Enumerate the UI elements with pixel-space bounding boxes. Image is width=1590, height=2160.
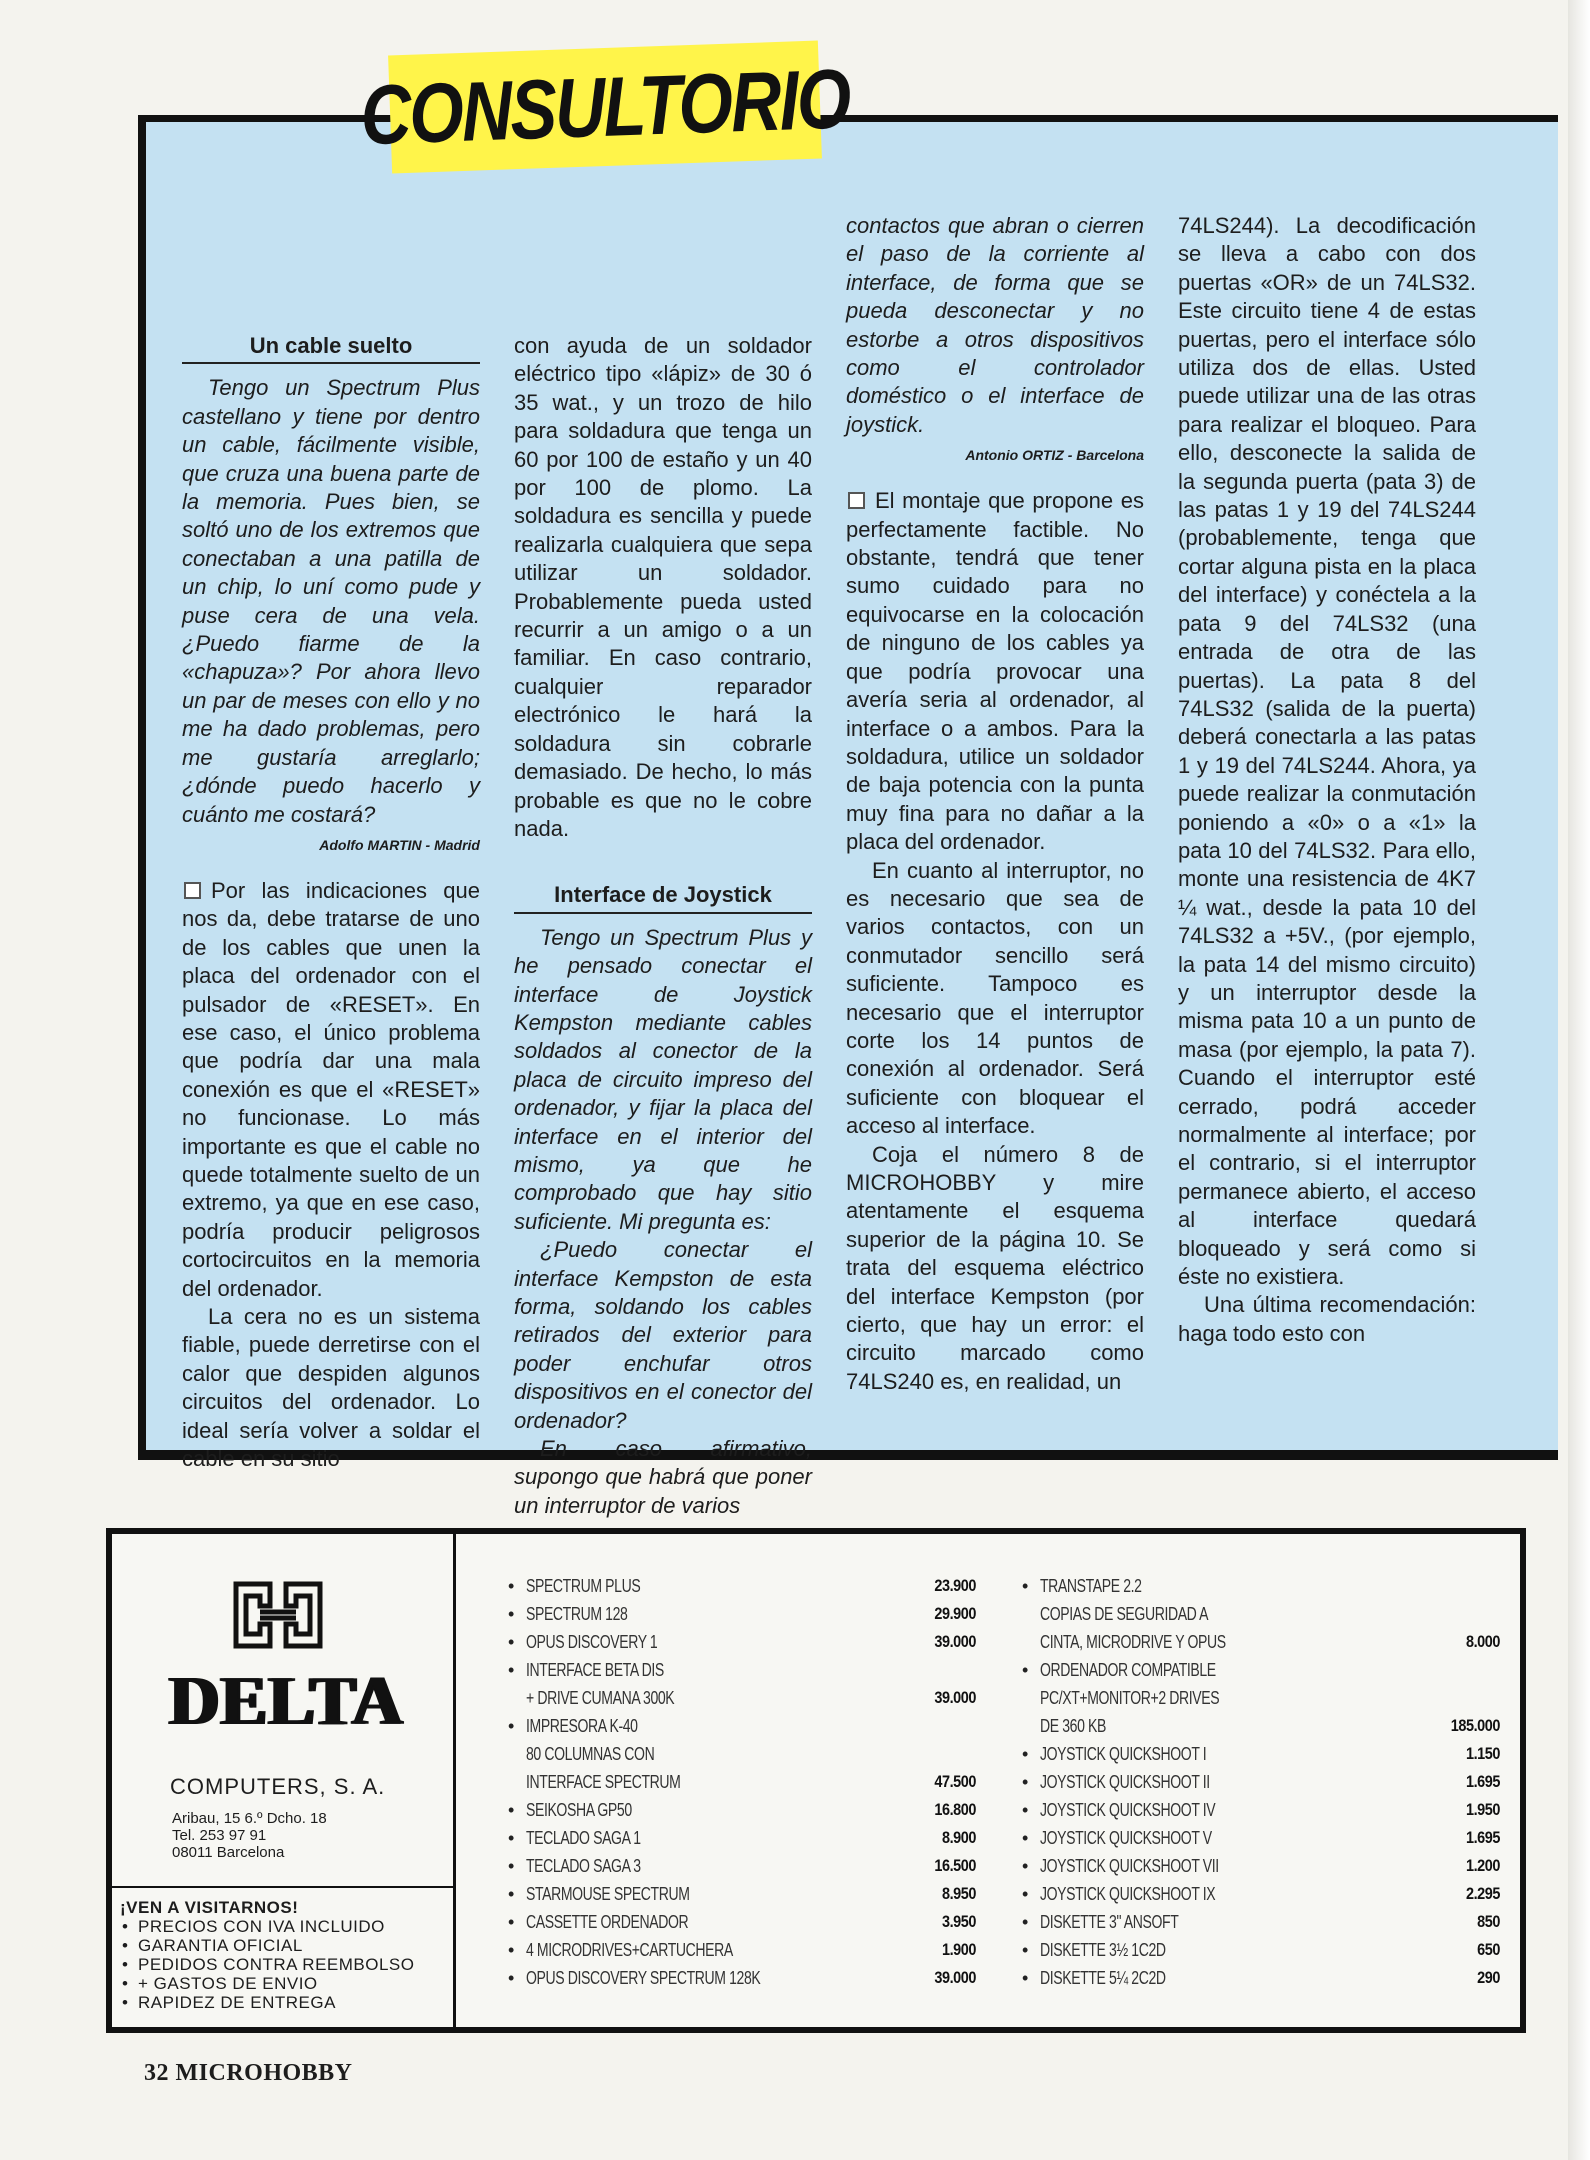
letter1-answer-1 [182, 877, 480, 1303]
letter2-question-4: contactos que abran o cierren el paso de la corriente al interface, de forma que se pueda desconectar y no estorbe a otros dispositivos como el controlador doméstico o el interface de joystick. [846, 213, 1144, 437]
letter2-question-2: ¿Puedo conectar el interface Kempston de esta forma, soldando los cables retirados del exterior para poder enchufar otros dispositivos en el conector del ordenador? [514, 1237, 812, 1433]
product-name: • JOYSTICK QUICKSHOOT IX [1040, 1884, 1216, 1904]
product-price: 8.000 [1465, 1632, 1500, 1651]
product-item [506, 1628, 1026, 1656]
letter1-answer-2: La cera no es un sistema fiable, puede derretirse con el calor que despiden algunos circuitos del ordenador. Lo ideal sería volver a soldar el cable en su sitio [182, 1304, 480, 1472]
product-price: 39.000 [934, 1968, 976, 1987]
perk-item: • GARANTIA OFICIAL [120, 1936, 415, 1955]
product-price: 29.900 [934, 1604, 976, 1623]
product-name: • 4 MICRODRIVES+CARTUCHERA [526, 1940, 733, 1960]
letter1-answer-3: con ayuda de un soldador eléctrico tipo «lápiz» de 30 ó 35 wat., y un trozo de hilo para soldadura que tenga un 60 por 100 de estaño y un 40 por 100 de plomo. La soldadura es sencilla y puede realizarla cualquiera que sepa utilizar un soldador. Probablemente pueda usted recurrir a un amigo o a un familiar. En caso contrario, cualquier reparador electrónico le hará la soldadura sin cobrarle demasiado. De hecho, lo más probable es que no le cobre nada. [514, 333, 812, 841]
product-price: 47.500 [934, 1772, 976, 1791]
product-name: • JOYSTICK QUICKSHOOT I [1040, 1744, 1207, 1764]
product-item [506, 1684, 1026, 1712]
company-name: COMPUTERS, S. A. [170, 1774, 386, 1799]
product-item [506, 1796, 1026, 1824]
product-price: 8.950 [941, 1884, 976, 1903]
product-item [506, 1880, 1026, 1908]
letter2-signature: Antonio ORTIZ - Barcelona [965, 447, 1144, 464]
product-name: • TECLADO SAGA 3 [526, 1856, 641, 1876]
product-name: • JOYSTICK QUICKSHOOT IV [1040, 1800, 1216, 1820]
product-item [506, 1852, 1026, 1880]
product-price: 1.150 [1465, 1744, 1500, 1763]
product-name: • OPUS DISCOVERY SPECTRUM 128K [526, 1968, 761, 1988]
letter2-question-3: En caso afirmativo, supongo que habrá que poner un interruptor de varios [514, 1436, 812, 1518]
delta-logo-icon [230, 1576, 326, 1654]
product-price: 650 [1477, 1940, 1500, 1959]
city-line: 08011 Barcelona [172, 1844, 285, 1861]
section-title: CONSULTORIO [359, 51, 851, 163]
product-name: • STARMOUSE SPECTRUM [526, 1884, 690, 1904]
section-title-banner [359, 41, 851, 174]
product-price: 2.295 [1465, 1884, 1500, 1903]
magazine-name: MICROHOBBY [175, 2060, 353, 2086]
product-name: • SEIKOSHA GP50 [526, 1800, 632, 1820]
divider [112, 1886, 453, 1888]
perks-list [120, 1898, 415, 2012]
product-item [506, 1740, 1026, 1768]
column-1 [182, 332, 480, 1473]
page-number: 32 [144, 2060, 169, 2086]
product-item [1020, 1908, 1520, 1936]
perk-item: • PEDIDOS CONTRA REEMBOLSO [120, 1955, 415, 1974]
page-edge [1568, 0, 1590, 2160]
product-price: 185.000 [1450, 1716, 1500, 1735]
delta-advertisement [106, 1528, 1526, 2033]
product-name: • JOYSTICK QUICKSHOOT VII [1040, 1856, 1219, 1876]
product-name: • CASSETTE ORDENADOR [526, 1912, 689, 1932]
product-price: 3.950 [941, 1912, 976, 1931]
product-item [506, 1824, 1026, 1852]
product-item [1020, 1628, 1520, 1656]
product-price: 39.000 [934, 1688, 976, 1707]
product-price: 1.695 [1465, 1828, 1500, 1847]
column-3 [846, 212, 1144, 1396]
product-item [1020, 1684, 1520, 1712]
product-name: • JOYSTICK QUICKSHOOT II [1040, 1772, 1210, 1792]
letter1-question: Tengo un Spectrum Plus castellano y tiene por dentro un cable, fácilmente visible, que cruza una buena parte de la memoria. Pues bien, se soltó uno de los extremos que conectaban a una patilla de un chip, lo uní como pude y puse cera de una vela. ¿Puedo fiarme de la «chapuza»? Por ahora llevo un par de meses con ello y no me ha dado problemas, pero me gustaría arreglarlo; ¿dónde puedo hacerlo y cuánto me costará? [182, 375, 480, 827]
product-name: CINTA, MICRODRIVE Y OPUS [1040, 1632, 1226, 1652]
letter2-answer-2: En cuanto al interruptor, no es necesario que sea de varios contactos, con un conmutador sencillo será suficiente. Tampoco es necesario que el interruptor corte los 14 puntos de conexión al ordenador. Será suficiente con bloquear el acceso al interface. [846, 857, 1144, 1139]
product-name: • DISKETTE 3" ANSOFT [1040, 1912, 1179, 1932]
product-item [1020, 1796, 1520, 1824]
product-price: 1.695 [1465, 1772, 1500, 1791]
product-item [1020, 1712, 1520, 1740]
product-list-right [1020, 1572, 1520, 1992]
product-item [1020, 1852, 1520, 1880]
perk-item: • PRECIOS CON IVA INCLUIDO [120, 1917, 415, 1936]
column-2 [514, 332, 812, 1520]
product-name: • DISKETTE 3½ 1C2D [1040, 1940, 1166, 1960]
letter2-heading: Interface de Joystick [514, 881, 812, 913]
product-name: • TRANSTAPE 2.2 [1040, 1576, 1142, 1596]
perk-item: • + GASTOS DE ENVIO [120, 1974, 415, 1993]
perk-item: • RAPIDEZ DE ENTREGA [120, 1993, 415, 2012]
product-item [1020, 1768, 1520, 1796]
product-name: 80 COLUMNAS CON [526, 1744, 655, 1764]
product-name: PC/XT+MONITOR+2 DRIVES [1040, 1688, 1220, 1708]
product-item [1020, 1880, 1520, 1908]
page-footer [144, 2060, 353, 2087]
product-name: • SPECTRUM 128 [526, 1604, 628, 1624]
product-item [1020, 1936, 1520, 1964]
company-address [172, 1810, 327, 1861]
phone-line: Tel. 253 97 91 [172, 1827, 267, 1844]
product-price: 1.200 [1465, 1856, 1500, 1875]
product-item [506, 1936, 1026, 1964]
product-name: + DRIVE CUMANA 300K [526, 1688, 675, 1708]
answer-box-icon [848, 492, 865, 509]
product-item [1020, 1600, 1520, 1628]
product-price: 1.950 [1465, 1800, 1500, 1819]
letter2-answer-1 [846, 487, 1144, 856]
product-price: 290 [1477, 1968, 1500, 1987]
product-name: • SPECTRUM PLUS [526, 1576, 641, 1596]
product-name: • TECLADO SAGA 1 [526, 1828, 641, 1848]
product-name: • INTERFACE BETA DIS [526, 1660, 664, 1680]
product-price: 16.500 [934, 1856, 976, 1875]
product-item [1020, 1824, 1520, 1852]
product-item [506, 1572, 1026, 1600]
letter2-question-1: Tengo un Spectrum Plus y he pensado conectar el interface de Joystick Kempston mediante cables soldados al conector de la placa de circuito impreso del ordenador, y fijar la placa del interface en el interior del mismo, ya que he comprobado que hay sitio suficiente. Mi pregunta es: [514, 924, 812, 1234]
perks-heading: ¡VEN A VISITARNOS! [120, 1898, 299, 1917]
product-item [506, 1656, 1026, 1684]
letter2-answer-5: Una última recomendación: haga todo esto con [1178, 1292, 1476, 1346]
consultorio-box [138, 115, 1558, 1518]
brand-name: DELTA [168, 1663, 403, 1740]
letter1-answer-1-text: Por las indicaciones que nos da, debe tratarse de uno de los cables que unen la placa del ordenador con el pulsador de «RESET». En ese caso, el único problema que podría dar una mala conexión es que el «RESET» no funcionase. Lo más importante es que el cable no quede totalmente suelto de un extremo, ya que en ese caso, podría producir peligrosos cortocircuitos en la memoria del ordenador. [182, 877, 480, 1301]
product-name: INTERFACE SPECTRUM [526, 1772, 681, 1792]
letter2-answer-1-text: El montaje que propone es perfectamente factible. No obstante, tendrá que tener sumo cuidado para no equivocarse en la colocación de ninguno de los cables ya que podría provocar una avería seria al ordenador, al interface o a ambos. Para la soldadura, utilice un soldador de baja potencia con la punta muy fina para no dañar a la placa del ordenador. [846, 488, 1144, 855]
product-item [506, 1712, 1026, 1740]
column-4 [1178, 212, 1476, 1348]
product-item [506, 1964, 1026, 1992]
product-price: 850 [1477, 1912, 1500, 1931]
letter1-signature: Adolfo MARTIN - Madrid [319, 836, 480, 853]
product-name: DE 360 KB [1040, 1716, 1106, 1736]
product-name: • ORDENADOR COMPATIBLE [1040, 1660, 1216, 1680]
product-item [506, 1908, 1026, 1936]
product-name: • DISKETTE 5¼ 2C2D [1040, 1968, 1166, 1988]
product-price: 23.900 [934, 1576, 976, 1595]
product-price: 8.900 [941, 1828, 976, 1847]
product-item [1020, 1572, 1520, 1600]
product-item [1020, 1964, 1520, 1992]
product-name: • IMPRESORA K-40 [526, 1716, 638, 1736]
address-line: Aribau, 15 6.º Dcho. 18 [172, 1810, 327, 1827]
product-item [1020, 1656, 1520, 1684]
product-name: COPIAS DE SEGURIDAD A [1040, 1604, 1209, 1624]
product-price: 39.000 [934, 1632, 976, 1651]
product-item [506, 1768, 1026, 1796]
product-item [506, 1600, 1026, 1628]
letter2-answer-4: 74LS244). La decodificación se lleva a cabo con dos puertas «OR» de un 74LS32. Este circuito tiene 4 de estas puertas, pero el interface sólo utiliza dos de ellas. Usted puede utilizar una de las otras para realizar el bloqueo. Para ello, desconecte la salida de la segunda puerta (pata 3) de las patas 1 y 19 del 74LS244 (probablemente, tenga que cortar alguna pista en la placa del interface) y conéctela a la pata 9 del 74LS32 (una entrada de otra de las puertas). La pata 8 del 74LS32 (salida de la puerta) deberá conectarla a las patas 1 y 19 del 74LS244. Ahora, ya puede realizar la conmutación poniendo a «0» o a «1» la pata 10 del 74LS32. Para ello, monte una resistencia de 4K7 ¼ wat., desde la pata 10 del 74LS32 a +5V., (por ejemplo, la pata 14 del mismo circuito) y un interruptor desde la misma pata 10 a un punto de masa (por ejemplo, la pata 7). Cuando el interruptor esté cerrado, podrá acceder normalmente al interface; por el contrario, si el interruptor permanece abierto, el acceso al interface quedará bloqueado y será como si éste no existiera. [1178, 213, 1476, 1290]
spacer [514, 843, 812, 881]
product-item [1020, 1740, 1520, 1768]
product-price: 1.900 [941, 1940, 976, 1959]
ad-brand-panel [112, 1534, 456, 2027]
product-price: 16.800 [934, 1800, 976, 1819]
letter1-heading: Un cable suelto [182, 332, 480, 364]
product-list-left [506, 1572, 1026, 1992]
product-name: • JOYSTICK QUICKSHOOT V [1040, 1828, 1212, 1848]
answer-box-icon [184, 882, 201, 899]
letter2-answer-3: Coja el número 8 de MICROHOBBY y mire atentamente el esquema superior de la página 10. Se trata del esquema eléctrico del interface Kempston (por cierto, que hay un error: el circuito marcado como 74LS240 es, en realidad, un [846, 1141, 1144, 1394]
product-name: • OPUS DISCOVERY 1 [526, 1632, 658, 1652]
